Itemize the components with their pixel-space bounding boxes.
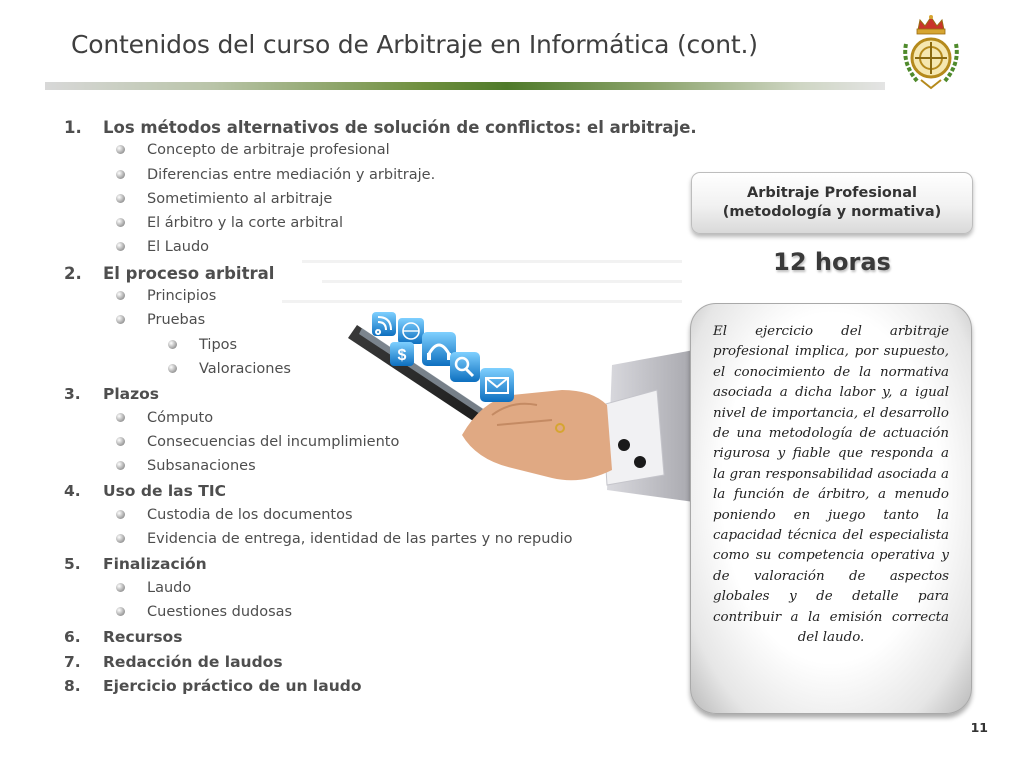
outline-number: 5. xyxy=(64,555,81,574)
outline-subitem: Laudo xyxy=(64,580,704,604)
outline-subitem: Subsanaciones xyxy=(64,458,704,482)
bullet-icon xyxy=(116,583,125,592)
outline-heading: El proceso arbitral xyxy=(103,263,275,283)
bullet-icon xyxy=(116,145,125,154)
bullet-icon xyxy=(116,194,125,203)
outline-subitem: Cómputo xyxy=(64,410,704,434)
outline-subitem: El árbitro y la corte arbitral xyxy=(64,215,704,239)
description-box xyxy=(690,303,972,714)
bullet-icon xyxy=(116,413,125,422)
outline-item-3 xyxy=(64,385,704,409)
bullet-icon xyxy=(116,170,125,179)
outline-item-7 xyxy=(64,653,704,677)
outline-item-5 xyxy=(64,555,704,579)
outline-number: 2. xyxy=(64,263,82,283)
outline-item-2 xyxy=(64,264,704,288)
outline-heading: Plazos xyxy=(103,385,160,404)
outline-subitem: Evidencia de entrega, identidad de las partes y no repudio xyxy=(64,531,704,555)
outline-subitem: Diferencias entre mediación y arbitraje. xyxy=(64,167,704,191)
course-title-line1: Arbitraje Profesional xyxy=(747,185,917,201)
outline-subitem: Custodia de los documentos xyxy=(64,507,704,531)
bullet-icon xyxy=(116,218,125,227)
outline-subitem: El Laudo xyxy=(64,239,704,263)
bullet-icon xyxy=(116,461,125,470)
course-title-box xyxy=(691,172,973,234)
outline-number: 6. xyxy=(64,628,81,647)
outline-subitem: Principios xyxy=(64,288,704,312)
slide-title: Contenidos del curso de Arbitraje en Informática (cont.) xyxy=(71,30,758,59)
outline-number: 4. xyxy=(64,482,81,501)
course-outline xyxy=(64,118,704,701)
outline-subitem: Consecuencias del incumplimiento xyxy=(64,434,704,458)
bullet-icon xyxy=(116,291,125,300)
outline-subitem: Pruebas xyxy=(64,312,704,336)
bullet-icon xyxy=(116,242,125,251)
outline-number: 7. xyxy=(64,652,81,671)
bullet-icon xyxy=(168,340,177,349)
outline-heading: Uso de las TIC xyxy=(103,482,226,501)
outline-item-6 xyxy=(64,628,704,652)
page-number: 11 xyxy=(970,720,988,735)
outline-heading: Redacción de laudos xyxy=(103,652,283,671)
bullet-icon xyxy=(116,510,125,519)
coat-of-arms-icon xyxy=(896,14,966,90)
outline-item-1 xyxy=(64,118,704,142)
description-text: El ejercicio del arbitraje profesional implica, por supuesto, el conocimiento de la normativa asociada a dicha labor y, a igual nivel de importancia, el desarrollo de una metodología de actuación rigurosa y fiable que responda a la gran responsabilidad asociada a la función de árbitro, a menudo poniendo en juego tanto la capacidad técnica del especialista como su competencia operativa y de valoración de aspectos globales y de detalle para contribuir a la emisión correcta del laudo. xyxy=(713,324,949,646)
bullet-icon xyxy=(116,437,125,446)
outline-heading: Los métodos alternativos de solución de conflictos: el arbitraje. xyxy=(103,118,697,137)
bullet-icon xyxy=(116,607,125,616)
outline-item-8 xyxy=(64,677,704,701)
outline-number: 1. xyxy=(64,118,82,137)
outline-heading: Recursos xyxy=(103,628,183,647)
outline-heading: Finalización xyxy=(103,555,207,574)
bullet-icon xyxy=(116,315,125,324)
course-hours: 12 horas xyxy=(773,248,891,276)
course-title-line2: (metodología y normativa) xyxy=(722,204,942,220)
outline-number: 8. xyxy=(64,676,81,695)
outline-subitem: Sometimiento al arbitraje xyxy=(64,191,704,215)
bullet-icon xyxy=(116,534,125,543)
outline-item-4 xyxy=(64,482,704,506)
outline-heading: Ejercicio práctico de un laudo xyxy=(103,676,362,695)
outline-subitem: Concepto de arbitraje profesional xyxy=(64,142,704,166)
title-divider xyxy=(45,82,885,90)
outline-number: 3. xyxy=(64,385,81,404)
outline-subsubitem: Tipos xyxy=(64,337,704,361)
outline-subsubitem: Valoraciones xyxy=(64,361,704,385)
outline-subitem: Cuestiones dudosas xyxy=(64,604,704,628)
svg-text:$: $ xyxy=(397,347,407,364)
bullet-icon xyxy=(168,364,177,373)
